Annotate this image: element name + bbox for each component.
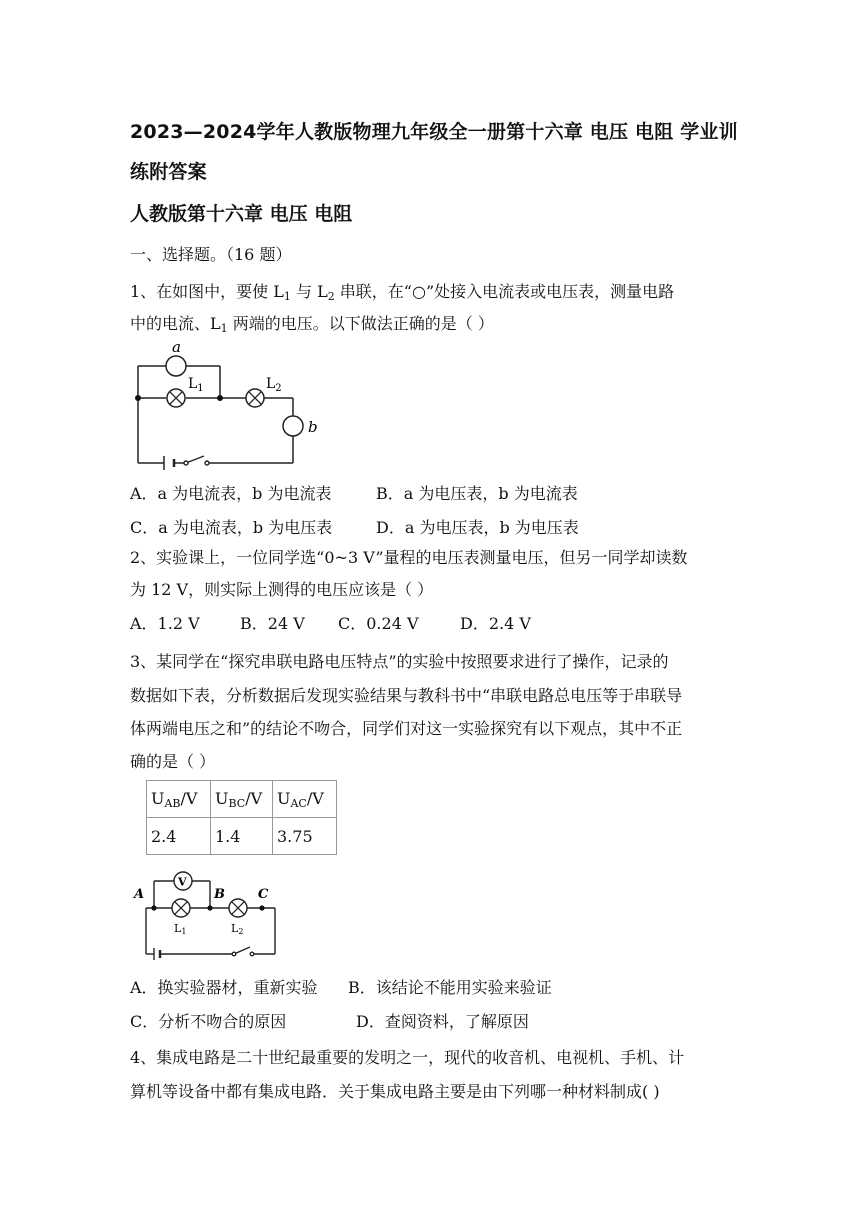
table-header-row [147,781,337,818]
q3-option-c: C．分析不吻合的原因 [130,1012,287,1031]
header-ubc: $U_{BC}/V$ [211,781,273,818]
q1-text-line1: 1、在如图中，要使 $L_1$ 与 $L_2$ 串联，在“○”处接入电流表或电压表，测量电路 [130,282,675,303]
switch-icon [232,947,254,956]
lamp-l2-icon [229,899,247,917]
q1-text-line2: 中的电流、$L_1$ 两端的电压。以下做法正确的是（ ） [130,314,494,335]
q3-text-line4: 确的是（ ） [130,752,216,771]
q1-option-a: A．a 为电流表，b 为电流表 [130,484,332,503]
meter-b-icon [283,416,303,436]
q2-option-b: B．24 V [240,614,305,633]
switch-icon [184,456,209,465]
q1-circuit-diagram [128,338,348,473]
q1-option-b: B．a 为电压表，b 为电流表 [376,484,578,503]
q3-option-a: A．换实验器材，重新实验 [130,978,318,997]
q4-text-line1: 4、集成电路是二十世纪最重要的发明之一，现代的收音机、电视机、手机、计 [130,1048,685,1067]
value-ubc: 1.4 [211,818,273,855]
battery-icon [154,948,160,960]
q1-option-c: C．a 为电流表，b 为电压表 [130,518,333,537]
battery-icon [164,456,174,470]
point-b-label: B [214,887,225,902]
value-uac: 3.75 [273,818,337,855]
header-uac: $U_{AC}/V$ [273,781,337,818]
q3-option-b: B．该结论不能用实验来验证 [348,978,552,997]
table-row [147,818,337,855]
lamp-l1-label: $L_1$ [188,376,204,394]
section-heading: 一、选择题。（16 题） [130,245,292,264]
meter-a-icon [166,356,186,376]
q2-option-c: C．0.24 V [338,614,419,633]
document-title: 2023—2024学年人教版物理九年级全一册第十六章 电压 电阻 学业训练附答案 [130,121,738,183]
q3-option-d: D．查阅资料，了解原因 [356,1012,529,1031]
q3-text-line1: 3、某同学在“探究串联电路电压特点”的实验中按照要求进行了操作，记录的 [130,652,669,671]
q3-data-table [146,780,337,855]
q1-option-d: D．a 为电压表，b 为电压表 [376,518,579,537]
lamp-l1-icon [172,899,190,917]
voltmeter-label: V [178,875,187,889]
q2-text-line2: 为 12 V，则实际上测得的电压应该是（ ） [130,580,434,599]
q2-option-a: A．1.2 V [130,614,200,633]
header-uab: $U_{AB}/V$ [147,781,211,818]
q2-text-line1: 2、实验课上，一位同学选“0~3 V”量程的电压表测量电压，但另一同学却读数 [130,548,688,567]
lamp-l2-label: $L_2$ [266,376,282,394]
meter-b-label: b [308,418,318,436]
q3-text-line2: 数据如下表，分析数据后发现实验结果与教科书中“串联电路总电压等于串联导 [130,686,683,705]
lamp-l2-label: L2 [231,922,244,936]
point-a-label: A [134,887,145,902]
q3-text-line3: 体两端电压之和”的结论不吻合，同学们对这一实验探究有以下观点，其中不正 [130,719,683,738]
lamp-l1-icon [167,389,185,407]
lamp-l1-label: L1 [174,922,187,936]
lamp-l2-icon [246,389,264,407]
point-c-label: C [258,887,269,902]
chapter-subtitle: 人教版第十六章 电压 电阻 [130,203,353,225]
q3-circuit-diagram [130,866,280,960]
q4-text-line2: 算机等设备中都有集成电路．关于集成电路主要是由下列哪一种材料制成( ) [130,1082,660,1101]
meter-a-label: a [172,338,181,356]
q2-option-d: D．2.4 V [460,614,531,633]
value-uab: 2.4 [147,818,211,855]
